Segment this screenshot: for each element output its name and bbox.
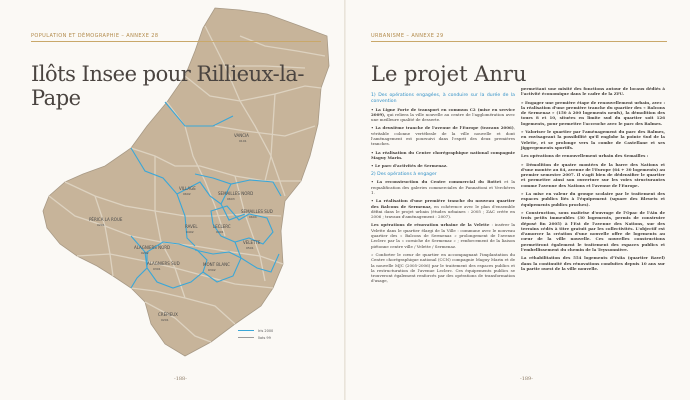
paragraph-lead: • La Ligne Forte de transport en commun C2 (mise en service 2009), — [371, 106, 515, 117]
paragraph-lead: • Le parc d'activités de Sermenaz. — [371, 163, 448, 169]
legend-label: Iris 2000 — [258, 328, 274, 333]
paragraph — [371, 107, 515, 123]
page-number-right: -189- — [520, 376, 533, 382]
zone-code: 0201 — [97, 223, 105, 227]
legend-swatch — [238, 330, 254, 331]
legend-item — [238, 334, 273, 341]
paragraph — [371, 222, 515, 248]
paragraph — [521, 86, 665, 97]
paragraph — [521, 153, 665, 158]
paragraph-body: : insérer la Velette dans le quartier élargi de la Ville : commune avec le nouveau quartier des « Balcons de Sermenaz » prolongement de l'avenue Leclerc par la « corniche de Sermenaz » ; renforcement de la liaison piétonne centre ville / Velette / Sermenaz. — [371, 222, 516, 249]
zone-label: LECLERC — [213, 224, 231, 229]
paragraph-body: dans la continuité des rénovations conduites depuis 10 ans sur la partie ouest de la ville nouvelle. — [521, 260, 665, 271]
section-heading: 1) Des opérations engagées, à conduire sur la durée de la convention — [371, 93, 515, 104]
page-title-right: Le projet Anru — [371, 62, 527, 86]
paragraph-body: » La mise en valeur du groupe scolaire par le traitement des espaces publics liés à l'équipement (square des Bleuets et équipements publics proches). — [521, 191, 665, 207]
paragraph-lead: • La réalisation du Centre chorégraphique national compagnie Maguy Marin. — [371, 149, 515, 160]
paragraph — [371, 179, 515, 195]
paragraph — [521, 210, 665, 252]
zone-code: 0501 — [246, 246, 254, 250]
zone-label: VANCIA — [234, 133, 249, 138]
text-column-2 — [521, 86, 665, 274]
iris-map — [35, 6, 335, 360]
zone-code: 0604 — [249, 215, 257, 219]
legend-label: îlots 99 — [258, 335, 271, 340]
paragraph-body: qui reliera la ville nouvelle au centre de l'agglomération avec une meilleure qualité de desserte. — [371, 111, 515, 123]
zone-label: CRÉPIEUX — [158, 312, 178, 317]
map-legend — [238, 327, 273, 341]
zone-label: VELETTE — [243, 240, 261, 245]
paragraph-lead: • La reconstruction du Centre commercial du Bottet — [371, 179, 502, 185]
legend-swatch — [238, 337, 254, 338]
zone-label: ALAGNIERS SUD — [147, 261, 180, 266]
paragraph — [371, 125, 515, 146]
paragraph-body: en cohérence avec le plan d'ensemble défini dans le projet urbain (études urbaines : 2005 ; ZAC créée en 2006 ; travaux d'aménagement : 2007). — [371, 203, 515, 220]
paragraph-body: » Construction, sous maîtrise d'ouvrage de l'Opac de l'Ain de trois petits immeubles (30 logements, permis de construire déposé fin 2005) à l'Est de l'avenue des Nations, sur des terrains cédés à titre gratuit par les collectivités. L'objectif est d'amorcer la création d'une nouvelle offre de logements au cœur de la ville nouvelle. Ces nouvelles constructions permettront également le traitement des espaces publics et l'embellissement du chemin de la Teyssonnière. — [521, 209, 665, 253]
commune-land — [43, 8, 329, 356]
right-page — [346, 0, 690, 400]
zone-code: 0202 — [141, 251, 149, 255]
paragraph — [521, 129, 665, 150]
paragraph-body: » Engager une première étape de renouvellement urbain, avec : la réalisation d'une première tranche du quartier des « Balcons de Sermenaz » (150 à 200 logements neufs), la démolition des tours 8 et 10, situées en limite sud du quartier soit 126 logements, pour permettre l'accroche avec le parc des Balmes. — [521, 99, 665, 126]
legend-item — [238, 327, 273, 334]
paragraph-body: , véritable colonne vertébrale de la ville nouvelle et dont l'aménagement est poursuivi dans l'esprit des deux premières tranches. — [371, 125, 515, 147]
page-title-left: Ilôts Insee pour Rillieux-la-Pape — [31, 62, 305, 110]
paragraph — [521, 162, 665, 188]
paragraph-lead: Les opérations de renouvellement urbain des Semailles : — [521, 153, 649, 159]
zone-label: SEMAILLES NORD — [218, 191, 254, 196]
zone-code: 0603 — [227, 197, 235, 201]
zone-code: 0401 — [216, 230, 224, 234]
running-head-left: POPULATION ET DÉMOGRAPHIE – ANNEXE 28 — [31, 33, 159, 39]
zone-code: 0302 — [208, 268, 216, 272]
zone-code: 0602 — [183, 192, 191, 196]
page-number-left: -188- — [174, 376, 187, 382]
zone-label: RAVEL — [185, 224, 198, 229]
paragraph-body: » Conforter le cœur de quartier en accompagnant l'implantation du Centre chorégraphique national (CCN) compagnie Maguy Marin et de la nouvelle MJC (2005-2006) par le traitement des espaces publics et la restructuration de l'avenue Leclerc. Ces équipements publics se trouveront également renforcés par des opérations de transformation d'usage, — [371, 251, 515, 284]
zone-label: ALAGNIERS NORD — [134, 245, 171, 250]
left-page — [0, 0, 344, 400]
zone-code: 0402 — [186, 230, 194, 234]
paragraph-body: et la requalification des galeries commerciales de Pannattoni et Verchères 1. — [371, 179, 515, 195]
paragraph-body: » Démolition de quatre montées de la barre des Nations et d'une montée au 84, avenue de l'Europe (64 + 30 logements) au premier semestre 2007. Il s'agit bien de dédensifier le quartier et permettre ainsi son ouverture sur les voies structurantes comme l'avenue des Nations et l'avenue de l'Europe. — [521, 161, 665, 188]
text-column-1 — [371, 93, 515, 287]
paragraph — [371, 163, 515, 168]
zone-code: 0301 — [153, 267, 161, 271]
paragraph-lead: • La réalisation d'une première tranche du nouveau quartier des Balcons de Sermenaz, — [371, 198, 515, 209]
paragraph — [521, 100, 665, 126]
paragraph — [371, 150, 515, 161]
running-head-right: URBANISME – ANNEXE 29 — [371, 33, 444, 39]
header-rule — [371, 41, 667, 42]
paragraph-lead: • La deuxième tranche de l'avenue de l'Europe (travaux 2006) — [371, 125, 514, 131]
zone-code: 0201 — [161, 318, 169, 322]
zone-label: PÉRICA LA ROUE — [89, 217, 123, 222]
paragraph — [521, 191, 665, 207]
zone-label: SEMAILLES SUD — [241, 209, 273, 214]
paragraph-lead: La réhabilitation des 554 logements d'Ysiia (quartier Ravel) — [521, 255, 665, 261]
section-heading: 2) Des opérations à engager — [371, 171, 437, 177]
zone-label: VILLAGE — [179, 186, 196, 191]
header-rule — [31, 41, 321, 42]
zone-code: 0101 — [239, 139, 247, 143]
paragraph — [521, 255, 665, 271]
paragraph-body: permettant une mixité des fonctions autour de locaux dédiés à l'activité économique dans le cadre de la ZFU. — [521, 86, 665, 97]
paragraph — [371, 252, 515, 284]
paragraph-lead: Les opérations de rénovation urbaine de la Velette — [371, 222, 490, 228]
zone-label: MONT BLANC — [203, 262, 230, 267]
paragraph — [371, 198, 515, 219]
paragraph-body: » Valoriser le quartier par l'aménagement du parc des Balmes, en envisageant la possibilité qu'il englobe la pointe Sud de la Velette, et se prolonge vers la combe de Castellane et ses jiggergements sportifs. — [521, 129, 665, 150]
